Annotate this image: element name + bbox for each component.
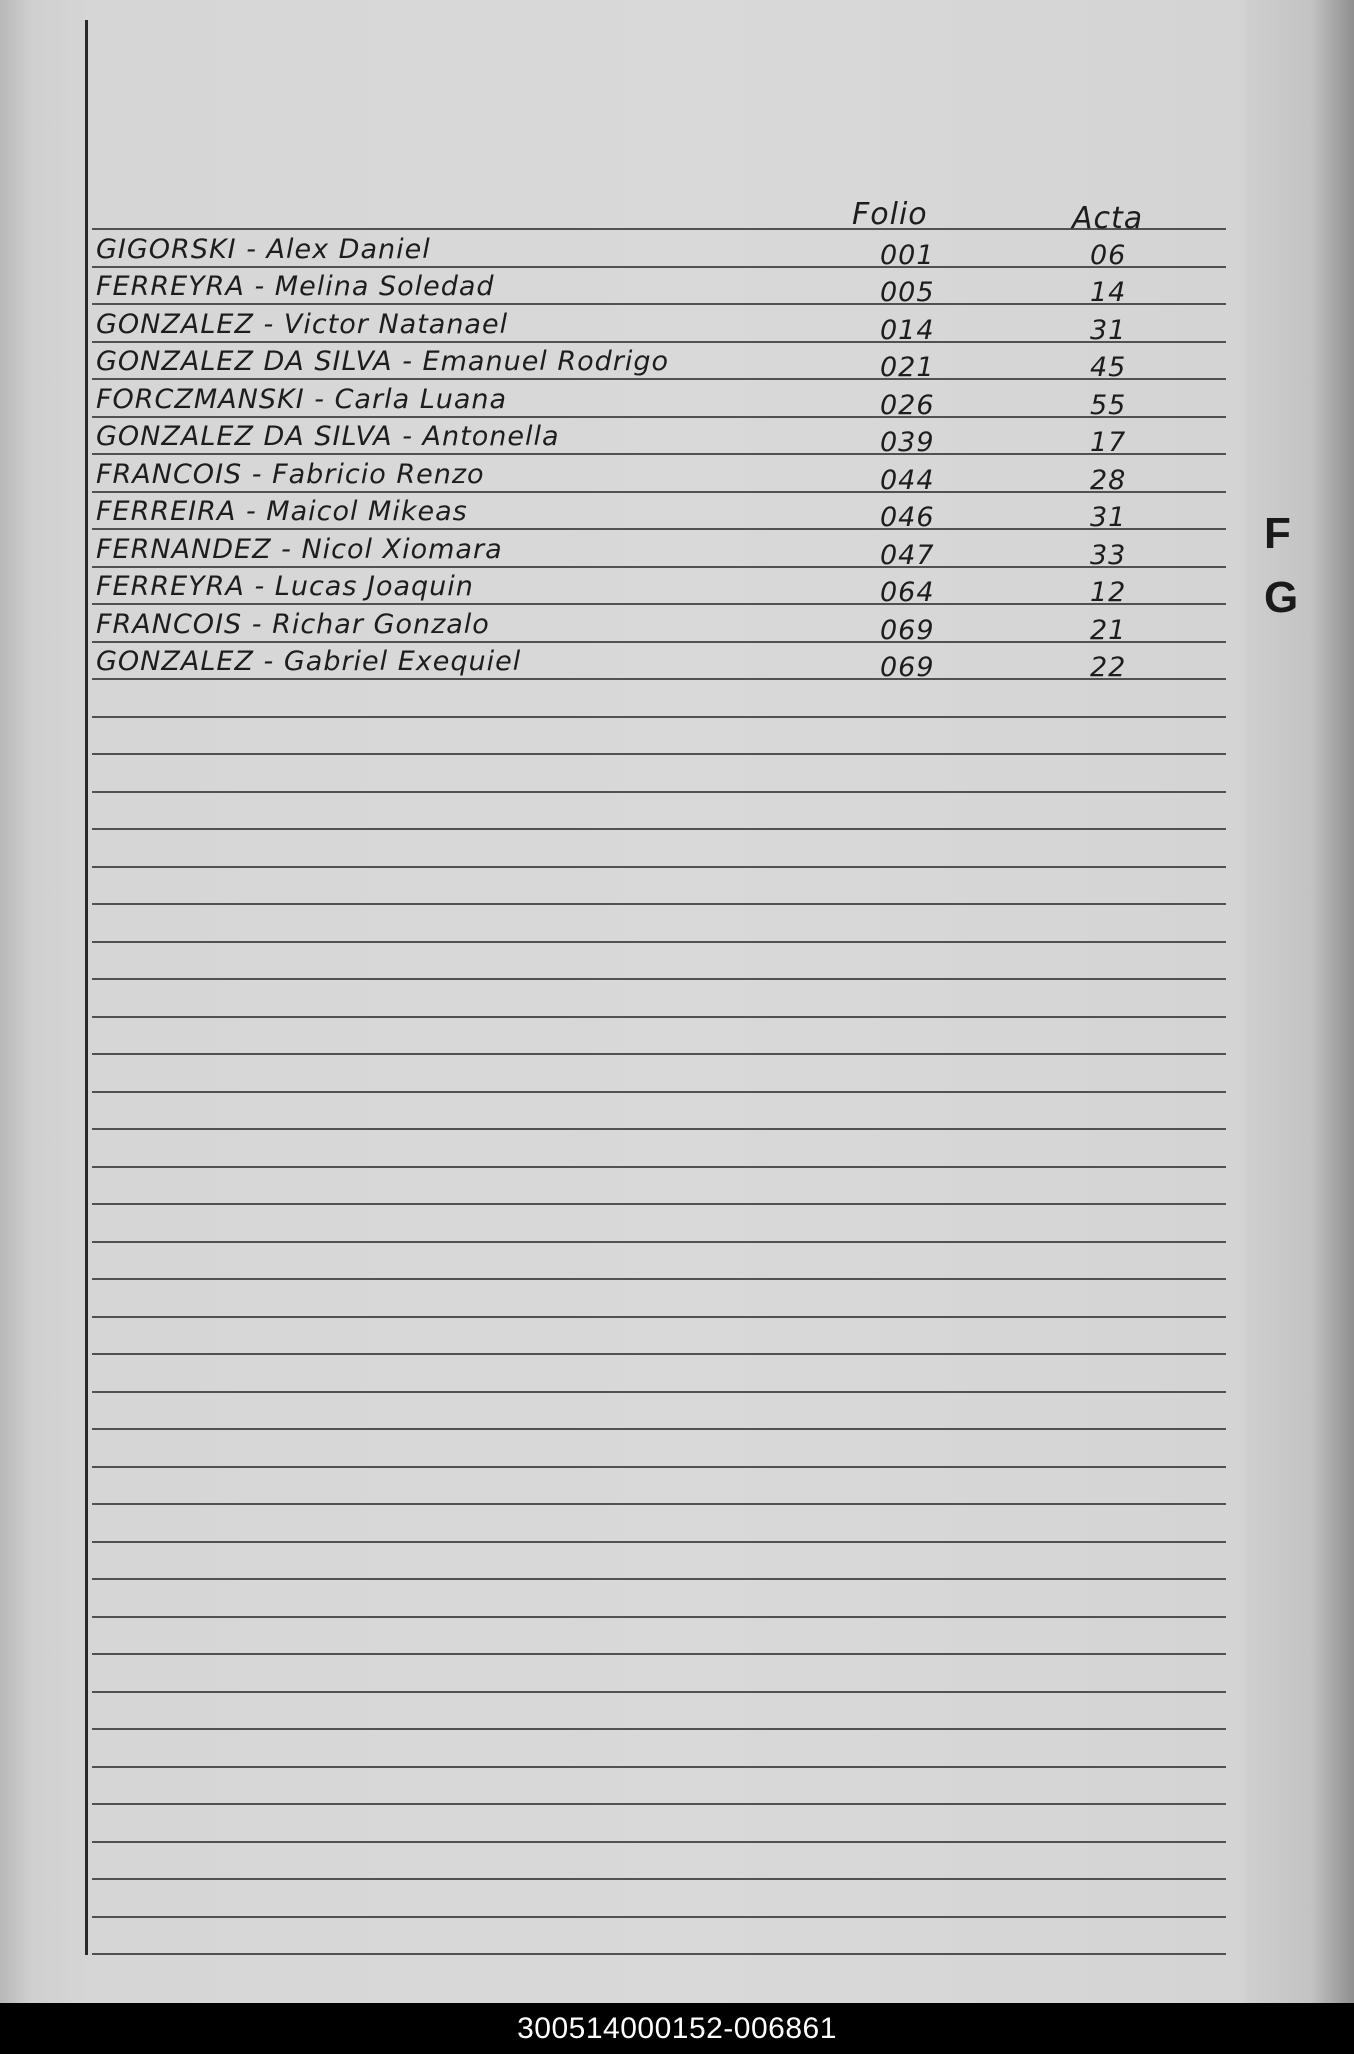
entry-folio: 014 [880, 315, 935, 346]
entry-acta: 21 [1090, 615, 1127, 646]
entry-folio: 046 [880, 502, 935, 533]
entry-acta: 45 [1090, 352, 1127, 383]
ruled-line [92, 1016, 1226, 1018]
entry-folio: 021 [880, 352, 935, 383]
ruled-line [92, 1578, 1226, 1580]
ruled-line [92, 1091, 1226, 1093]
entry-name: GONZALEZ - Gabriel Exequiel [96, 646, 522, 677]
ruled-line [92, 491, 1226, 493]
ruled-line [92, 528, 1226, 530]
folio-column-header: Folio [852, 197, 928, 232]
entry-folio: 026 [880, 390, 935, 421]
ruled-line [92, 1541, 1226, 1543]
ruled-line [92, 641, 1226, 643]
ruled-line [92, 341, 1226, 343]
entry-name: GONZALEZ DA SILVA - Antonella [96, 421, 560, 452]
index-letter-g: G [1264, 573, 1299, 622]
ruled-line [92, 1466, 1226, 1468]
ruled-line [92, 1053, 1226, 1055]
ruled-line [92, 1128, 1226, 1130]
entry-folio: 064 [880, 577, 935, 608]
ruled-line [92, 791, 1226, 793]
ruled-line [92, 1241, 1226, 1243]
ruled-line [92, 1278, 1226, 1280]
ruled-line [92, 716, 1226, 718]
entry-acta: 06 [1090, 240, 1127, 271]
ruled-line [92, 1878, 1226, 1880]
ruled-line [92, 266, 1226, 268]
ruled-line [92, 1953, 1226, 1955]
entry-acta: 33 [1090, 540, 1127, 571]
ruled-line [92, 678, 1226, 680]
entry-name: FERREYRA - Melina Soledad [96, 271, 495, 302]
entry-name: FORCZMANSKI - Carla Luana [96, 384, 508, 415]
ruled-line [92, 1316, 1226, 1318]
entry-acta: 31 [1090, 315, 1127, 346]
ruled-line [92, 1616, 1226, 1618]
ruled-line [92, 416, 1226, 418]
ruled-line [92, 1503, 1226, 1505]
entry-folio: 069 [880, 615, 935, 646]
entry-folio: 044 [880, 465, 935, 496]
entry-name: GONZALEZ DA SILVA - Emanuel Rodrigo [96, 346, 670, 377]
entry-acta: 17 [1090, 427, 1127, 458]
entry-name: GIGORSKI - Alex Daniel [96, 234, 431, 265]
entry-folio: 069 [880, 652, 935, 683]
entry-folio: 047 [880, 540, 935, 571]
entry-name: GONZALEZ - Victor Natanael [96, 309, 509, 340]
entry-acta: 28 [1090, 465, 1127, 496]
ruled-line [92, 1391, 1226, 1393]
ruled-line [92, 1353, 1226, 1355]
page-edge-shadow [1246, 0, 1354, 2003]
entry-acta: 55 [1090, 390, 1127, 421]
ruled-line [92, 1803, 1226, 1805]
entry-name: FERNANDEZ - Nicol Xiomara [96, 534, 503, 565]
entry-name: FERREYRA - Lucas Joaquin [96, 571, 474, 602]
ruled-line [92, 303, 1226, 305]
ruled-line [92, 566, 1226, 568]
entry-acta: 31 [1090, 502, 1127, 533]
entry-folio: 039 [880, 427, 935, 458]
entry-name: FRANCOIS - Fabricio Renzo [96, 459, 485, 490]
ruled-line [92, 903, 1226, 905]
ruled-line [92, 603, 1226, 605]
ruled-line [92, 1916, 1226, 1918]
ruled-line [92, 1428, 1226, 1430]
ruled-line [92, 228, 1226, 230]
entry-folio: 005 [880, 277, 935, 308]
ruled-line [92, 1766, 1226, 1768]
ruled-line [92, 1728, 1226, 1730]
index-letter-f: F [1264, 509, 1291, 558]
ruled-line [92, 1203, 1226, 1205]
entry-name: FRANCOIS - Richar Gonzalo [96, 609, 490, 640]
scan-footer [0, 2003, 1354, 2054]
ruled-line [92, 453, 1226, 455]
entry-folio: 001 [880, 240, 935, 271]
ruled-line [92, 378, 1226, 380]
ruled-line [92, 828, 1226, 830]
entry-acta: 22 [1090, 652, 1127, 683]
ruled-line [92, 978, 1226, 980]
ruled-line [92, 1653, 1226, 1655]
ruled-line [92, 941, 1226, 943]
entry-name: FERREIRA - Maicol Mikeas [96, 496, 468, 527]
margin-line [85, 20, 88, 1955]
ruled-line [92, 866, 1226, 868]
entry-acta: 14 [1090, 277, 1127, 308]
ruled-line [92, 753, 1226, 755]
ruled-line [92, 1691, 1226, 1693]
ruled-line [92, 1166, 1226, 1168]
acta-column-header: Acta [1072, 201, 1144, 236]
ruled-line [92, 1841, 1226, 1843]
entry-acta: 12 [1090, 577, 1127, 608]
document-code: 300514000152-006861 [517, 2011, 837, 2045]
